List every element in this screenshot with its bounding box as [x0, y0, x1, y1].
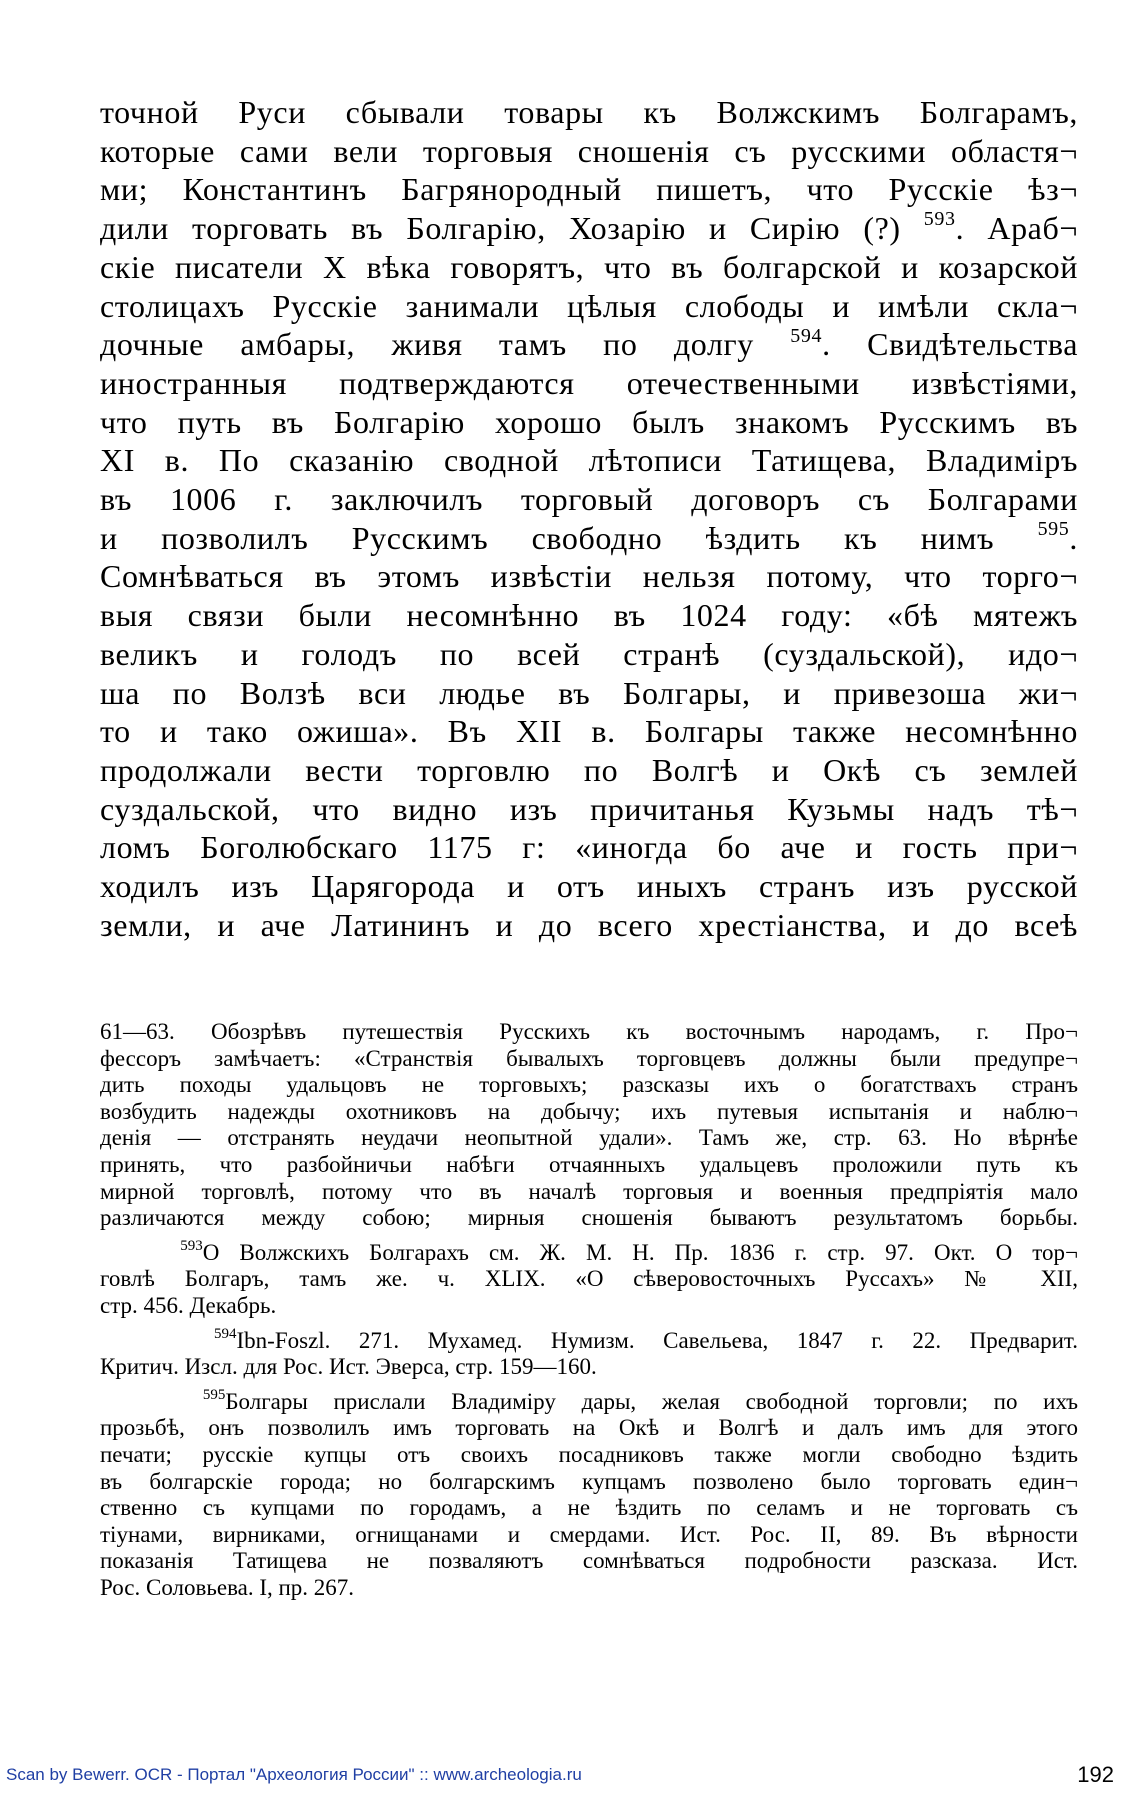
footnote-line: фессоръ замѣчаетъ: «Странствія бывалыхъ торговцевъ должны были предупре¬: [100, 1045, 1078, 1071]
footnote-number: 595: [202, 1387, 226, 1404]
footnote-line: прозьбѣ, онъ позволилъ имъ торговать на Окѣ и Волгѣ и далъ имъ для этого: [100, 1415, 1078, 1441]
page-footer: [6, 1762, 1114, 1788]
footnote-line: Рос. Соловьева. I, пр. 267.: [100, 1574, 355, 1600]
footnote-594: [100, 1325, 1079, 1381]
footnote-text: Ibn-Foszl. 271. Мухамед. Нумизм. Савельева, 1847 г. 22. Предварит.: [236, 1327, 1079, 1353]
footnote-line: ственно съ купцами по городамъ, а не ѣздить по селамъ и не торговать съ: [100, 1495, 1078, 1521]
text-line: точной Руси сбывали товары къ Волжскимъ Болгарамъ,: [100, 94, 1078, 130]
text-line: которые сами вели торговыя сношенія съ русскими областя¬: [100, 132, 1078, 169]
text-line: [100, 519, 1078, 558]
text-segment: дили торговать въ Болгарію, Хозарію и Сирію (?): [100, 210, 901, 247]
footnote-ref-594[interactable]: 594: [790, 324, 823, 347]
footnote-line: различаются между собою; мирныя сношенія бываютъ результатомъ борьбы.: [100, 1205, 1078, 1231]
text-line: въ 1006 г. заключилъ торговый договоръ съ Болгарами: [100, 481, 1078, 518]
text-segment: дочные амбары, живя тамъ по долгу: [100, 326, 754, 363]
footnote-line: говлѣ Болгаръ, тамъ же. ч. XLIX. «О сѣверовосточныхъ Руссахъ» № XII,: [100, 1266, 1078, 1292]
footnote-line: Критич. Изсл. для Рос. Ист. Эверса, стр. 159—160.: [100, 1354, 597, 1380]
text-line: ходилъ изъ Царягорода и отъ иныхъ странъ изъ русской: [100, 868, 1078, 905]
footnote-line: стр. 456. Декабрь.: [100, 1292, 277, 1318]
footnote-ref-593[interactable]: 593: [923, 208, 956, 231]
text-line: продолжали вести торговлю по Волгѣ и Окѣ съ землей: [100, 751, 1078, 788]
page-number: 192: [1077, 1762, 1114, 1787]
text-line: суздальской, что видно изъ причитанья Кузьмы надъ тѣ¬: [100, 790, 1078, 827]
scan-credit-link[interactable]: Scan by Bewerr. OCR - Портал "Археология России" :: www.archeologia.ru: [6, 1765, 582, 1784]
footnote-593: [100, 1240, 1078, 1320]
text-line: столицахъ Русскіе занимали цѣлыя слободы и имѣли скла¬: [100, 287, 1078, 324]
text-line: выя связи были несомнѣнно въ 1024 году: «бѣ мятежъ: [100, 597, 1078, 634]
text-segment: и позволилъ Русскимъ свободно ѣздить къ нимъ: [100, 519, 995, 556]
footnote-line: возбудить надежды охотниковъ на добычу; ихъ путевыя испытанія и наблю¬: [100, 1098, 1078, 1124]
footnote-text: О Волжскихъ Болгарахъ см. Ж. М. Н. Пр. 1836 г. стр. 97. Окт. О тор¬: [202, 1239, 1078, 1265]
footnote-number: 594: [214, 1325, 237, 1342]
text-line: ломъ Боголюбскаго 1175 г: «иногда бо аче и гость при¬: [100, 829, 1078, 866]
footnote-595: [100, 1389, 1078, 1602]
footnote-line: мирной торговлѣ, потому что въ началѣ торговыя и военныя предпріятія мало: [100, 1178, 1078, 1204]
text-line: ша по Волзѣ вси людье въ Болгары, и привезоша жи¬: [100, 674, 1078, 711]
footnote-text: Болгары прислали Владиміру дары, желая свободной торговли; по ихъ: [225, 1388, 1079, 1414]
text-line: XI в. По сказанію сводной лѣтописи Татищева, Владиміръ: [100, 442, 1078, 479]
text-line: то и тако ожиша». Въ XII в. Болгары также несомнѣнно: [100, 713, 1078, 750]
footnote-line: дить походы удальцовъ не торговыхъ; разсказы ихъ о богатствахъ странъ: [100, 1072, 1078, 1098]
footnote-number: 593: [180, 1238, 203, 1255]
footnote-line: печати; русскіе купцы отъ своихъ посадниковъ также могли свободно ѣздить: [100, 1441, 1078, 1467]
footnote-line: показанія Татищева не позваляютъ сомнѣваться подробности разсказа. Ист.: [100, 1548, 1078, 1574]
footnote-line: денія — отстранять неудачи неопытной удали». Тамъ же, стр. 63. Но вѣрнѣе: [100, 1125, 1078, 1151]
text-segment: . Свидѣтельства: [822, 326, 1078, 363]
text-line: ми; Константинъ Багрянородный пишетъ, что Русскіе ѣз¬: [100, 171, 1078, 208]
footnote-ref-595[interactable]: 595: [1037, 518, 1070, 541]
footnote-line: тіунами, вирниками, огнищанами и смердами. Ист. Рос. II, 89. Въ вѣрности: [100, 1521, 1078, 1547]
footnote-line: принять, что разбойничьи набѣги отчаянныхъ удальцевъ проложили путь къ: [100, 1151, 1078, 1177]
text-line: великъ и голодъ по всей странѣ (суздальской), идо¬: [100, 635, 1078, 672]
text-segment: . Араб¬: [955, 210, 1079, 247]
text-line: Сомнѣваться въ этомъ извѣстіи нельзя потому, что торго¬: [100, 558, 1078, 595]
text-line: скіе писатели X вѣка говорятъ, что въ болгарской и козарской: [100, 248, 1078, 285]
text-segment: .: [1069, 519, 1078, 556]
footnote-line: въ болгарскіе города; но болгарскимъ купцамъ позволено было торговать един¬: [100, 1468, 1078, 1494]
main-text: [100, 93, 1078, 944]
text-line: [100, 209, 1078, 248]
footnote-line: [100, 1389, 1078, 1416]
footnote-line: [100, 1325, 1079, 1355]
text-line: земли, и аче Латининъ и до всего хрестіанства, и до всеѣ: [100, 906, 1078, 943]
footnotes: [100, 1019, 1078, 1609]
footnote-line: 61—63. Обозрѣвъ путешествія Русскихъ къ восточнымъ народамъ, г. Про¬: [100, 1019, 1078, 1044]
text-line: иностранныя подтверждаются отечественными извѣстіями,: [100, 364, 1078, 401]
footnote-continuation: [100, 1019, 1078, 1232]
footnote-line: [100, 1240, 1078, 1267]
text-line: [100, 325, 1078, 364]
text-line: что путь въ Болгарію хорошо былъ знакомъ Русскимъ въ: [100, 403, 1078, 440]
